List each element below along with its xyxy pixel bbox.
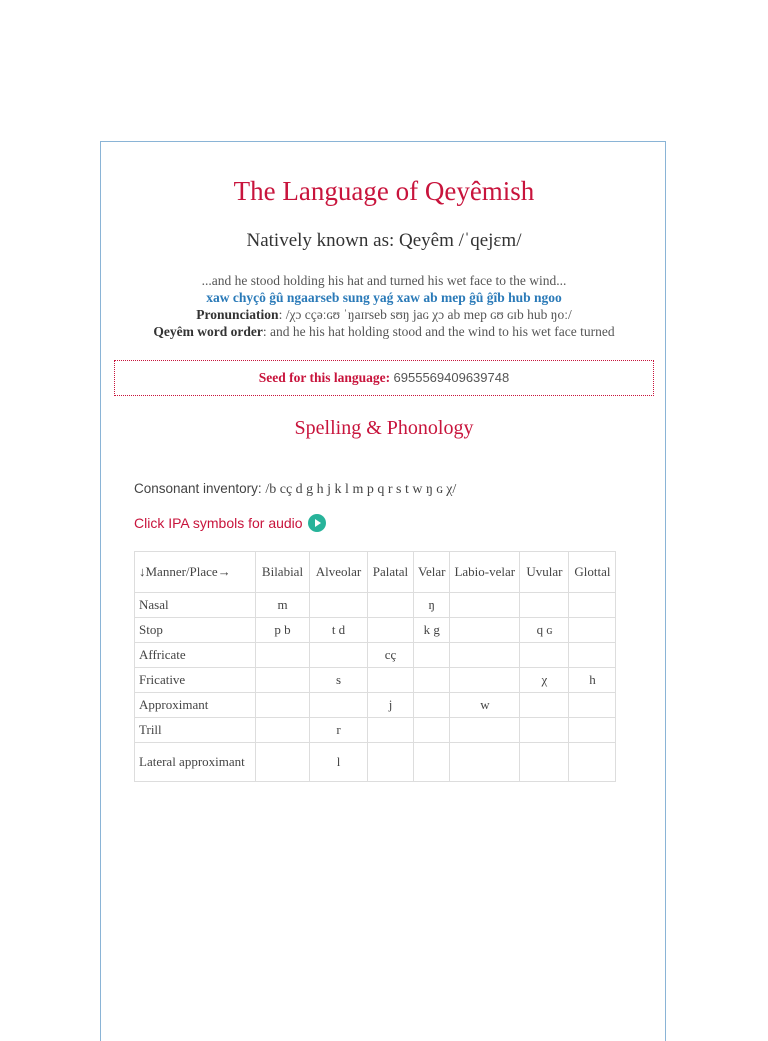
ipa-cell <box>256 718 310 743</box>
ipa-cell <box>520 593 569 618</box>
ipa-cell[interactable]: q ɢ <box>520 618 569 643</box>
row-header: Fricative <box>135 668 256 693</box>
table-row-stop <box>135 618 616 643</box>
table-row-approximant <box>135 693 616 718</box>
seed-box <box>114 360 654 396</box>
ipa-cell <box>569 593 616 618</box>
table-row-trill <box>135 718 616 743</box>
column-header-palatal: Palatal <box>368 552 414 593</box>
ipa-cell <box>450 743 520 782</box>
play-icon[interactable] <box>308 514 326 532</box>
ipa-cell <box>569 718 616 743</box>
ipa-cell <box>256 743 310 782</box>
ipa-cell <box>368 668 414 693</box>
column-header-alveolar: Alveolar <box>310 552 368 593</box>
ipa-cell[interactable]: ŋ <box>414 593 450 618</box>
table-row-fricative <box>135 668 616 693</box>
consonant-inventory <box>134 481 456 498</box>
pronunciation-line <box>0 306 768 323</box>
ipa-cell <box>569 693 616 718</box>
ipa-cell <box>256 668 310 693</box>
ipa-cell[interactable]: χ <box>520 668 569 693</box>
ipa-cell <box>520 643 569 668</box>
ipa-cell <box>368 743 414 782</box>
ipa-cell[interactable]: cç <box>368 643 414 668</box>
ipa-cell <box>368 618 414 643</box>
column-header-labio-velar: Labio-velar <box>450 552 520 593</box>
row-header: Nasal <box>135 593 256 618</box>
ipa-cell <box>310 593 368 618</box>
table-row-nasal <box>135 593 616 618</box>
sample-native: xaw chyçô ĝû ngaarseb sung yaǵ xaw ab mep ĝû ĝîb hub ngoo <box>206 290 562 305</box>
column-header-glottal: Glottal <box>569 552 616 593</box>
row-header: Approximant <box>135 693 256 718</box>
ipa-cell <box>520 693 569 718</box>
ipa-cell <box>569 743 616 782</box>
ipa-cell <box>310 643 368 668</box>
word-order-value: : and he his hat holding stood and the wind to his wet face turned <box>262 324 615 339</box>
audio-hint-text: Click IPA symbols for audio <box>134 515 303 531</box>
column-header-uvular: Uvular <box>520 552 569 593</box>
ipa-cell <box>450 668 520 693</box>
ipa-cell[interactable]: j <box>368 693 414 718</box>
ipa-cell <box>414 743 450 782</box>
ipa-cell <box>520 718 569 743</box>
ipa-cell <box>310 693 368 718</box>
table-row-lateral-approximant <box>135 743 616 782</box>
ipa-cell[interactable]: m <box>256 593 310 618</box>
pronunciation-label: Pronunciation <box>196 307 279 322</box>
ipa-cell[interactable]: l <box>310 743 368 782</box>
section-title-spelling-phonology: Spelling & Phonology <box>294 417 474 439</box>
native-name: Natively known as: Qeyêm /ˈqejɛm/ <box>246 230 522 251</box>
audio-hint <box>134 514 326 532</box>
row-header: Trill <box>135 718 256 743</box>
row-header: Lateral approximant <box>135 743 256 782</box>
consonant-inventory-value: /b cç d g h j k l m p q r s t w ŋ ɢ χ/ <box>265 482 457 497</box>
ipa-cell <box>450 593 520 618</box>
table-row-affricate <box>135 643 616 668</box>
ipa-cell <box>414 693 450 718</box>
word-order-line <box>0 323 768 340</box>
row-header: Stop <box>135 618 256 643</box>
ipa-cell <box>256 643 310 668</box>
ipa-cell <box>569 618 616 643</box>
table-corner-header: ↓Manner/Place→ <box>135 552 256 593</box>
word-order-label: Qeyêm word order <box>153 324 263 339</box>
consonant-inventory-label: Consonant inventory: <box>134 481 266 496</box>
ipa-cell[interactable]: h <box>569 668 616 693</box>
ipa-cell[interactable]: s <box>310 668 368 693</box>
ipa-cell <box>450 718 520 743</box>
ipa-cell[interactable]: r <box>310 718 368 743</box>
ipa-cell <box>368 593 414 618</box>
ipa-cell[interactable]: p b <box>256 618 310 643</box>
seed-label: Seed for this language: <box>258 370 391 385</box>
ipa-cell <box>450 643 520 668</box>
ipa-cell[interactable]: w <box>450 693 520 718</box>
ipa-cell <box>414 643 450 668</box>
consonant-table <box>134 551 616 782</box>
ipa-cell <box>414 718 450 743</box>
ipa-cell[interactable]: t d <box>310 618 368 643</box>
page-title: The Language of Qeyêmish <box>233 176 535 206</box>
ipa-cell <box>569 643 616 668</box>
table-header-row <box>135 552 616 593</box>
seed-value: 6955569409639748 <box>393 370 510 385</box>
row-header: Affricate <box>135 643 256 668</box>
pronunciation-value: : /χɔ cçəːɢʊ ˈŋaɪrseb sʊŋ jaɢ χɔ ab mep ɢʊ ɢɪb hub ŋoː/ <box>278 307 572 322</box>
ipa-cell <box>450 618 520 643</box>
ipa-cell[interactable]: k g <box>414 618 450 643</box>
ipa-cell <box>368 718 414 743</box>
ipa-cell <box>256 693 310 718</box>
column-header-velar: Velar <box>414 552 450 593</box>
ipa-cell <box>520 743 569 782</box>
ipa-cell <box>414 668 450 693</box>
sample-sentence-block <box>0 272 768 340</box>
column-header-bilabial: Bilabial <box>256 552 310 593</box>
sample-english: ...and he stood holding his hat and turned his wet face to the wind... <box>201 273 567 288</box>
